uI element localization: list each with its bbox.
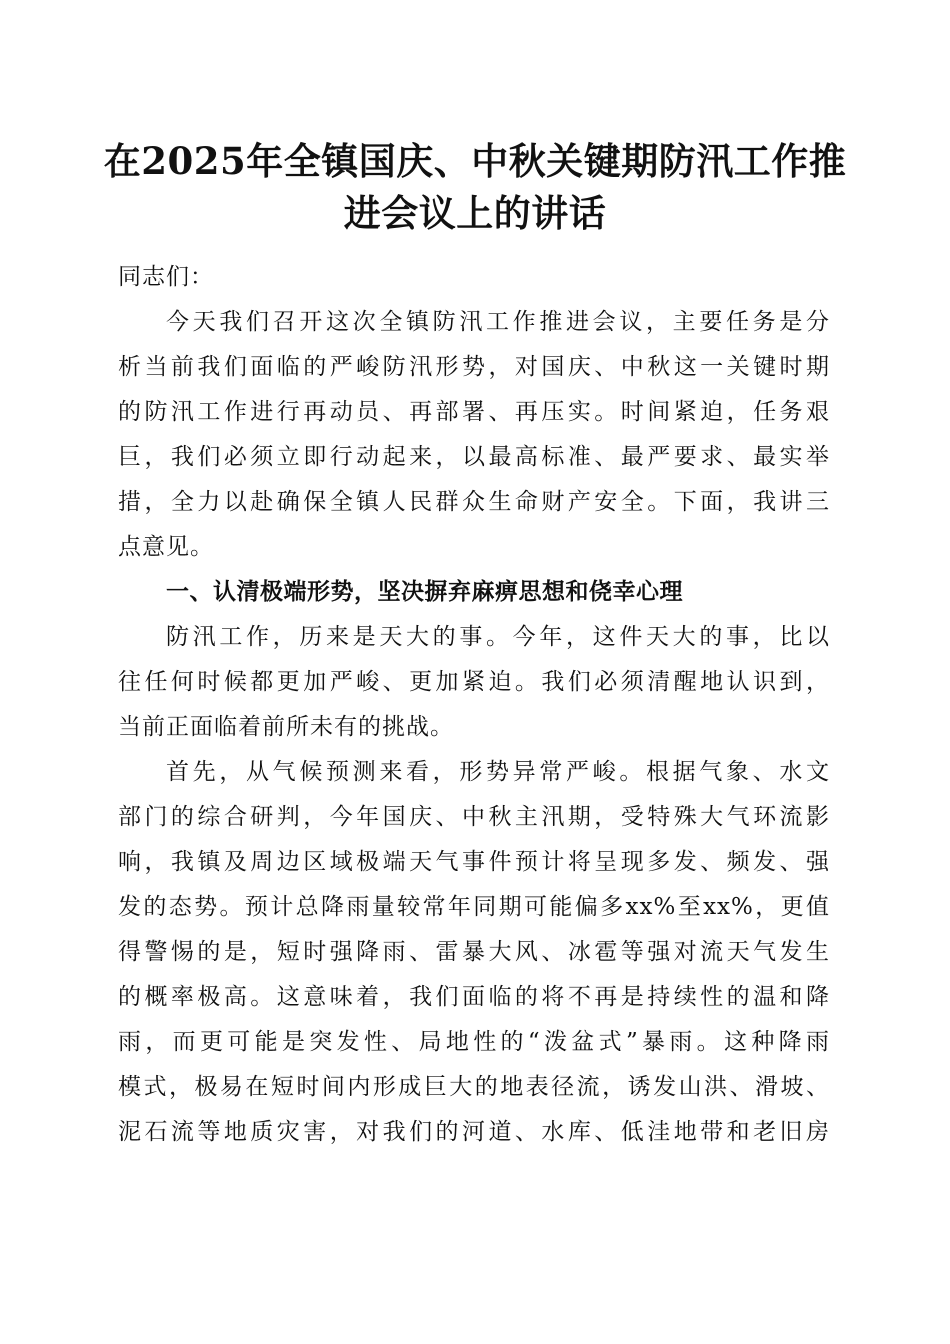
paragraph-line: 措，全力以赴确保全镇人民群众生命财产安全。下面，我讲三 [118, 489, 830, 515]
salutation-text: 同志们： [118, 264, 214, 290]
paragraph-line: 的防汛工作进行再动员、再部署、再压实。时间紧迫，任务艰 [118, 399, 830, 425]
paragraph-intro [118, 300, 830, 570]
paragraph-line: 模式，极易在短时间内形成巨大的地表径流，诱发山洪、滑坡、 [118, 1074, 830, 1100]
paragraph-line: 点意见。 [118, 534, 214, 560]
salutation [118, 255, 830, 300]
paragraph-line: 巨，我们必须立即行动起来，以最高标准、最严要求、最实举 [118, 444, 830, 470]
paragraph-line: 往任何时候都更加严峻、更加紧迫。我们必须清醒地认识到， [118, 669, 830, 695]
paragraph-line: 雨，而更可能是突发性、局地性的“泼盆式”暴雨。这种降雨 [118, 1029, 830, 1055]
paragraph-line: 发的态势。预计总降雨量较常年同期可能偏多xx%至xx%，更值 [118, 894, 830, 920]
paragraph-line: 析当前我们面临的严峻防汛形势，对国庆、中秋这一关键时期 [118, 354, 830, 380]
paragraph-line: 当前正面临着前所未有的挑战。 [118, 714, 454, 740]
paragraph-climate [118, 750, 830, 1155]
paragraph-line: 部门的综合研判，今年国庆、中秋主汛期，受特殊大气环流影 [118, 804, 830, 830]
paragraph-line: 得警惕的是，短时强降雨、雷暴大风、冰雹等强对流天气发生 [118, 939, 830, 965]
paragraph-situation [118, 615, 830, 750]
document-body [118, 255, 830, 1155]
paragraph-line: 响，我镇及周边区域极端天气事件预计将呈现多发、频发、强 [118, 849, 830, 875]
document-title [100, 135, 850, 239]
paragraph-line: 泥石流等地质灾害，对我们的河道、水库、低洼地带和老旧房 [118, 1119, 830, 1145]
paragraph-line: 首先，从气候预测来看，形势异常严峻。根据气象、水文 [166, 759, 830, 785]
section-heading-1 [118, 570, 830, 615]
heading-text: 一、认清极端形势，坚决摒弃麻痹思想和侥幸心理 [166, 579, 683, 605]
title-line: 在2025年全镇国庆、中秋关键期防汛工作推 [103, 139, 847, 183]
paragraph-line: 的概率极高。这意味着，我们面临的将不再是持续性的温和降 [118, 984, 830, 1010]
paragraph-line: 今天我们召开这次全镇防汛工作推进会议，主要任务是分 [166, 309, 830, 335]
paragraph-line: 防汛工作，历来是天大的事。今年，这件天大的事，比以 [166, 624, 830, 650]
title-line: 进会议上的讲话 [343, 191, 607, 235]
